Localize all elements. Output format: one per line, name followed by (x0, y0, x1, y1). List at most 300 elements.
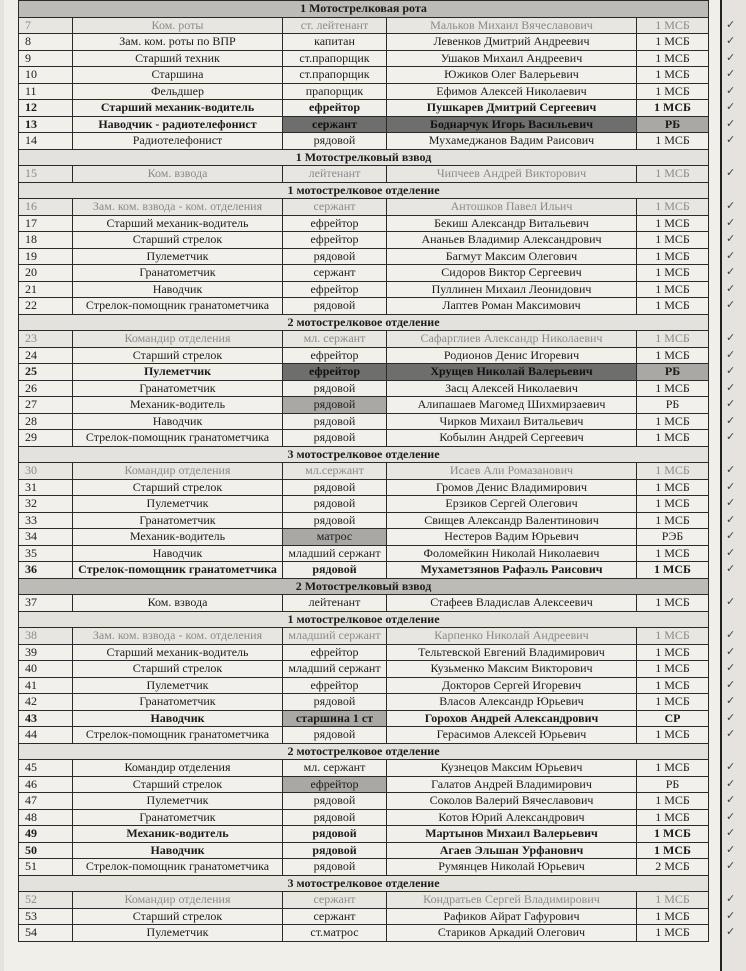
check-mark-icon: ✓ (726, 67, 736, 80)
name-cell: Свищев Александр Валентинович (387, 512, 637, 529)
name-cell: Багмут Максим Олегович (387, 248, 637, 265)
unit-cell: 1 МСБ (637, 826, 709, 843)
unit-cell: РБ (637, 364, 709, 381)
table-row (19, 859, 709, 876)
rank-cell: ефрейтор (283, 364, 387, 381)
row-number: 12 (19, 100, 73, 117)
position-cell: Зам. ком. взвода - ком. отделения (73, 199, 283, 216)
rank-cell: младший сержант (283, 545, 387, 562)
check-mark-icon: ✓ (726, 34, 736, 47)
name-cell: Карпенко Николай Андреевич (387, 628, 637, 645)
table-row (19, 562, 709, 579)
row-number: 25 (19, 364, 73, 381)
rank-cell: сержант (283, 199, 387, 216)
unit-cell: 1 МСБ (637, 677, 709, 694)
name-cell: Кузнецов Максим Юрьевич (387, 760, 637, 777)
rank-cell: прапорщик (283, 83, 387, 100)
name-cell: Мальков Михаил Вячеславович (387, 17, 637, 34)
row-number: 37 (19, 595, 73, 612)
unit-cell: 1 МСБ (637, 496, 709, 513)
name-cell: Соколов Валерий Вячеславович (387, 793, 637, 810)
table-row (19, 628, 709, 645)
position-cell: Старший стрелок (73, 661, 283, 678)
name-cell: Горохов Андрей Александрович (387, 710, 637, 727)
row-number: 42 (19, 694, 73, 711)
row-number: 19 (19, 248, 73, 265)
check-mark-icon: ✓ (726, 925, 736, 938)
rank-cell: рядовой (283, 298, 387, 315)
row-number: 30 (19, 463, 73, 480)
section-header-row (19, 182, 709, 199)
name-cell: Пушкарев Дмитрий Сергеевич (387, 100, 637, 117)
table-row (19, 347, 709, 364)
table-row (19, 133, 709, 150)
check-mark-icon: ✓ (726, 859, 736, 872)
section-title: 3 мотострелковое отделение (19, 875, 709, 892)
check-mark-icon: ✓ (726, 265, 736, 278)
rank-cell: ефрейтор (283, 644, 387, 661)
position-cell: Стрелок-помощник гранатометчика (73, 727, 283, 744)
name-cell: Стафеев Владислав Алексеевич (387, 595, 637, 612)
name-cell: Ерзиков Сергей Олегович (387, 496, 637, 513)
rank-cell: рядовой (283, 694, 387, 711)
name-cell: Кондратьев Сергей Владимирович (387, 892, 637, 909)
row-number: 47 (19, 793, 73, 810)
row-number: 29 (19, 430, 73, 447)
table-row (19, 331, 709, 348)
table-row (19, 776, 709, 793)
table-row (19, 116, 709, 133)
position-cell: Механик-водитель (73, 397, 283, 414)
row-number: 50 (19, 842, 73, 859)
check-mark-icon: ✓ (726, 18, 736, 31)
position-cell: Старший стрелок (73, 347, 283, 364)
name-cell: Чирков Михаил Витальевич (387, 413, 637, 430)
rank-cell: лейтенант (283, 166, 387, 183)
name-cell: Сафарглиев Александр Николаевич (387, 331, 637, 348)
table-row (19, 925, 709, 942)
name-cell: Румянцев Николай Юрьевич (387, 859, 637, 876)
rank-cell: ефрейтор (283, 281, 387, 298)
name-cell: Громов Денис Владимирович (387, 479, 637, 496)
check-mark-icon: ✓ (726, 810, 736, 823)
table-row (19, 50, 709, 67)
rank-cell: рядовой (283, 133, 387, 150)
section-title: 1 мотострелковое отделение (19, 182, 709, 199)
rank-cell: ефрейтор (283, 100, 387, 117)
rank-cell: ст.прапорщик (283, 67, 387, 84)
row-number: 16 (19, 199, 73, 216)
row-number: 46 (19, 776, 73, 793)
table-row (19, 826, 709, 843)
check-mark-icon: ✓ (726, 909, 736, 922)
table-row (19, 842, 709, 859)
unit-cell: 1 МСБ (637, 892, 709, 909)
unit-cell: 1 МСБ (637, 232, 709, 249)
unit-cell: 1 МСБ (637, 809, 709, 826)
unit-cell: 1 МСБ (637, 34, 709, 51)
position-cell: Старший техник (73, 50, 283, 67)
name-cell: Кобылин Андрей Сергеевич (387, 430, 637, 447)
unit-cell: 1 МСБ (637, 347, 709, 364)
check-mark-icon: ✓ (726, 430, 736, 443)
name-cell: Докторов Сергей Игоревич (387, 677, 637, 694)
name-cell: Засц Алексей Николаевич (387, 380, 637, 397)
row-number: 35 (19, 545, 73, 562)
row-number: 13 (19, 116, 73, 133)
check-mark-icon: ✓ (726, 117, 736, 130)
rank-cell: младший сержант (283, 661, 387, 678)
unit-cell: 1 МСБ (637, 133, 709, 150)
position-cell: Стрелок-помощник гранатометчика (73, 859, 283, 876)
rank-cell: сержант (283, 265, 387, 282)
row-number: 21 (19, 281, 73, 298)
unit-cell: РБ (637, 397, 709, 414)
row-number: 45 (19, 760, 73, 777)
rank-cell: рядовой (283, 248, 387, 265)
row-number: 26 (19, 380, 73, 397)
table-row (19, 710, 709, 727)
table-row (19, 727, 709, 744)
unit-cell: СР (637, 710, 709, 727)
position-cell: Старший стрелок (73, 776, 283, 793)
position-cell: Наводчик - радиотелефонист (73, 116, 283, 133)
table-row (19, 34, 709, 51)
check-mark-icon: ✓ (726, 678, 736, 691)
rank-cell: рядовой (283, 793, 387, 810)
table-row (19, 760, 709, 777)
check-mark-icon: ✓ (726, 760, 736, 773)
rank-cell: рядовой (283, 826, 387, 843)
rank-cell: ефрейтор (283, 776, 387, 793)
position-cell: Пулеметчик (73, 677, 283, 694)
check-mark-icon: ✓ (726, 694, 736, 707)
section-title: 1 Мотострелковый взвод (19, 149, 709, 166)
unit-cell: РБ (637, 116, 709, 133)
row-number: 28 (19, 413, 73, 430)
check-mark-icon: ✓ (726, 496, 736, 509)
unit-cell: 1 МСБ (637, 479, 709, 496)
row-number: 9 (19, 50, 73, 67)
unit-cell: 1 МСБ (637, 545, 709, 562)
rank-cell: рядовой (283, 397, 387, 414)
section-title: 2 мотострелковое отделение (19, 314, 709, 331)
section-header-row (19, 149, 709, 166)
check-mark-icon: ✓ (726, 298, 736, 311)
name-cell: Галатов Андрей Владимирович (387, 776, 637, 793)
name-cell: Ананьев Владимир Александрович (387, 232, 637, 249)
table-row (19, 100, 709, 117)
check-mark-icon: ✓ (726, 711, 736, 724)
unit-cell: 1 МСБ (637, 644, 709, 661)
section-header-row (19, 314, 709, 331)
unit-cell: 1 МСБ (637, 727, 709, 744)
unit-cell: 1 МСБ (637, 430, 709, 447)
table-row (19, 529, 709, 546)
check-mark-icon: ✓ (726, 331, 736, 344)
row-number: 8 (19, 34, 73, 51)
name-cell: Стариков Аркадий Олегович (387, 925, 637, 942)
check-mark-icon: ✓ (726, 166, 736, 179)
table-row (19, 644, 709, 661)
position-cell: Старший механик-водитель (73, 100, 283, 117)
row-number: 20 (19, 265, 73, 282)
row-number: 36 (19, 562, 73, 579)
check-mark-icon: ✓ (726, 463, 736, 476)
table-row (19, 232, 709, 249)
position-cell: Радиотелефонист (73, 133, 283, 150)
row-number: 40 (19, 661, 73, 678)
name-cell: Кузьменко Максим Викторович (387, 661, 637, 678)
row-number: 38 (19, 628, 73, 645)
section-header-row (19, 1, 709, 18)
section-header-row (19, 578, 709, 595)
check-mark-icon: ✓ (726, 529, 736, 542)
row-number: 41 (19, 677, 73, 694)
name-cell: Хрущев Николай Валерьевич (387, 364, 637, 381)
rank-cell: матрос (283, 529, 387, 546)
table-row (19, 694, 709, 711)
name-cell: Пуллинен Михаил Леонидович (387, 281, 637, 298)
name-cell: Ушаков Михаил Андреевич (387, 50, 637, 67)
name-cell: Алипашаев Магомед Шихмирзаевич (387, 397, 637, 414)
rank-cell: мл. сержант (283, 760, 387, 777)
position-cell: Стрелок-помощник гранатометчика (73, 298, 283, 315)
position-cell: Механик-водитель (73, 826, 283, 843)
position-cell: Наводчик (73, 710, 283, 727)
rank-cell: ефрейтор (283, 347, 387, 364)
unit-cell: РБ (637, 776, 709, 793)
check-mark-icon: ✓ (726, 51, 736, 64)
rank-cell: ефрейтор (283, 232, 387, 249)
table-row (19, 281, 709, 298)
unit-cell: РЭБ (637, 529, 709, 546)
rank-cell: рядовой (283, 859, 387, 876)
rank-cell: рядовой (283, 842, 387, 859)
table-row (19, 380, 709, 397)
position-cell: Ком. роты (73, 17, 283, 34)
rank-cell: сержант (283, 116, 387, 133)
name-cell: Рафиков Айрат Гафурович (387, 908, 637, 925)
position-cell: Старший стрелок (73, 908, 283, 925)
check-mark-icon: ✓ (726, 892, 736, 905)
row-number: 32 (19, 496, 73, 513)
position-cell: Стрелок-помощник гранатометчика (73, 562, 283, 579)
table-row (19, 166, 709, 183)
rank-cell: рядовой (283, 727, 387, 744)
rank-cell: ст.матрос (283, 925, 387, 942)
unit-cell: 1 МСБ (637, 760, 709, 777)
table-row (19, 298, 709, 315)
check-mark-icon: ✓ (726, 84, 736, 97)
document-page (4, 0, 720, 971)
check-mark-icon: ✓ (726, 100, 736, 113)
rank-cell: рядовой (283, 496, 387, 513)
unit-cell: 1 МСБ (637, 463, 709, 480)
name-cell: Агаев Эльшан Урфанович (387, 842, 637, 859)
rank-cell: сержант (283, 892, 387, 909)
section-header-row (19, 875, 709, 892)
position-cell: Командир отделения (73, 760, 283, 777)
name-cell: Антошков Павел Ильич (387, 199, 637, 216)
position-cell: Механик-водитель (73, 529, 283, 546)
table-row (19, 364, 709, 381)
check-mark-icon: ✓ (726, 348, 736, 361)
table-row (19, 479, 709, 496)
table-row (19, 199, 709, 216)
unit-cell: 1 МСБ (637, 166, 709, 183)
name-cell: Фоломейкин Николай Николаевич (387, 545, 637, 562)
name-cell: Мухаметзянов Рафаэль Раисович (387, 562, 637, 579)
row-number: 23 (19, 331, 73, 348)
check-mark-icon: ✓ (726, 513, 736, 526)
check-mark-icon: ✓ (726, 216, 736, 229)
row-number: 7 (19, 17, 73, 34)
rank-cell: ефрейтор (283, 215, 387, 232)
unit-cell: 1 МСБ (637, 628, 709, 645)
unit-cell: 1 МСБ (637, 83, 709, 100)
position-cell: Старшина (73, 67, 283, 84)
unit-cell: 1 МСБ (637, 298, 709, 315)
position-cell: Командир отделения (73, 892, 283, 909)
row-number: 27 (19, 397, 73, 414)
check-mark-icon: ✓ (726, 843, 736, 856)
name-cell: Бекиш Александр Витальевич (387, 215, 637, 232)
row-number: 51 (19, 859, 73, 876)
check-mark-icon: ✓ (726, 249, 736, 262)
unit-cell: 1 МСБ (637, 908, 709, 925)
section-title: 1 мотострелковое отделение (19, 611, 709, 628)
position-cell: Ком. взвода (73, 595, 283, 612)
position-cell: Гранатометчик (73, 265, 283, 282)
unit-cell: 1 МСБ (637, 562, 709, 579)
unit-cell: 1 МСБ (637, 380, 709, 397)
row-number: 22 (19, 298, 73, 315)
position-cell: Старший механик-водитель (73, 644, 283, 661)
rank-cell: рядовой (283, 380, 387, 397)
name-cell: Сидоров Виктор Сергеевич (387, 265, 637, 282)
rank-cell: рядовой (283, 512, 387, 529)
position-cell: Гранатометчик (73, 512, 283, 529)
table-row (19, 17, 709, 34)
rank-cell: ст. лейтенант (283, 17, 387, 34)
name-cell: Тельтевской Евгений Владимирович (387, 644, 637, 661)
unit-cell: 1 МСБ (637, 694, 709, 711)
row-number: 34 (19, 529, 73, 546)
row-number: 11 (19, 83, 73, 100)
check-mark-icon: ✓ (726, 595, 736, 608)
position-cell: Пулеметчик (73, 364, 283, 381)
unit-cell: 1 МСБ (637, 331, 709, 348)
check-mark-icon: ✓ (726, 826, 736, 839)
name-cell: Нестеров Вадим Юрьевич (387, 529, 637, 546)
section-header-row (19, 743, 709, 760)
position-cell: Наводчик (73, 281, 283, 298)
section-title: 1 Мотострелковая рота (19, 1, 709, 18)
name-cell: Ефимов Алексей Николаевич (387, 83, 637, 100)
rank-cell: рядовой (283, 413, 387, 430)
rank-cell: рядовой (283, 430, 387, 447)
table-row (19, 430, 709, 447)
check-mark-icon: ✓ (726, 777, 736, 790)
section-title: 3 мотострелковое отделение (19, 446, 709, 463)
row-number: 53 (19, 908, 73, 925)
rank-cell: рядовой (283, 562, 387, 579)
name-cell: Исаев Али Ромазанович (387, 463, 637, 480)
table-row (19, 413, 709, 430)
position-cell: Наводчик (73, 413, 283, 430)
rank-cell: младший сержант (283, 628, 387, 645)
table-row (19, 595, 709, 612)
row-number: 39 (19, 644, 73, 661)
table-row (19, 793, 709, 810)
name-cell: Южиков Олег Валерьевич (387, 67, 637, 84)
name-cell: Власов Александр Юрьевич (387, 694, 637, 711)
name-cell: Мартынов Михаил Валерьевич (387, 826, 637, 843)
rank-cell: ефрейтор (283, 677, 387, 694)
unit-cell: 2 МСБ (637, 859, 709, 876)
position-cell: Старший стрелок (73, 479, 283, 496)
position-cell: Наводчик (73, 545, 283, 562)
position-cell: Командир отделения (73, 331, 283, 348)
rank-cell: рядовой (283, 809, 387, 826)
unit-cell: 1 МСБ (637, 67, 709, 84)
check-mark-icon: ✓ (726, 414, 736, 427)
position-cell: Гранатометчик (73, 380, 283, 397)
section-header-row (19, 611, 709, 628)
table-row (19, 677, 709, 694)
row-number: 24 (19, 347, 73, 364)
rank-cell: капитан (283, 34, 387, 51)
position-cell: Старший механик-водитель (73, 215, 283, 232)
rank-cell: ст.прапорщик (283, 50, 387, 67)
position-cell: Старший стрелок (73, 232, 283, 249)
unit-cell: 1 МСБ (637, 100, 709, 117)
row-number: 31 (19, 479, 73, 496)
table-row (19, 67, 709, 84)
section-title: 2 мотострелковое отделение (19, 743, 709, 760)
position-cell: Стрелок-помощник гранатометчика (73, 430, 283, 447)
row-number: 14 (19, 133, 73, 150)
name-cell: Левенков Дмитрий Андреевич (387, 34, 637, 51)
table-row (19, 248, 709, 265)
row-number: 15 (19, 166, 73, 183)
row-number: 52 (19, 892, 73, 909)
position-cell: Фельдшер (73, 83, 283, 100)
name-cell: Герасимов Алексей Юрьевич (387, 727, 637, 744)
row-number: 44 (19, 727, 73, 744)
table-row (19, 463, 709, 480)
row-number: 33 (19, 512, 73, 529)
table-row (19, 892, 709, 909)
rank-cell: мл.сержант (283, 463, 387, 480)
position-cell: Зам. ком. роты по ВПР (73, 34, 283, 51)
position-cell: Пулеметчик (73, 925, 283, 942)
check-mark-icon: ✓ (726, 133, 736, 146)
check-mark-icon: ✓ (726, 381, 736, 394)
unit-cell: 1 МСБ (637, 17, 709, 34)
table-row (19, 809, 709, 826)
table-row (19, 512, 709, 529)
row-number: 18 (19, 232, 73, 249)
position-cell: Пулеметчик (73, 793, 283, 810)
check-mark-icon: ✓ (726, 232, 736, 245)
unit-cell: 1 МСБ (637, 50, 709, 67)
row-number: 10 (19, 67, 73, 84)
table-row (19, 661, 709, 678)
row-number: 49 (19, 826, 73, 843)
check-mark-icon: ✓ (726, 562, 736, 575)
